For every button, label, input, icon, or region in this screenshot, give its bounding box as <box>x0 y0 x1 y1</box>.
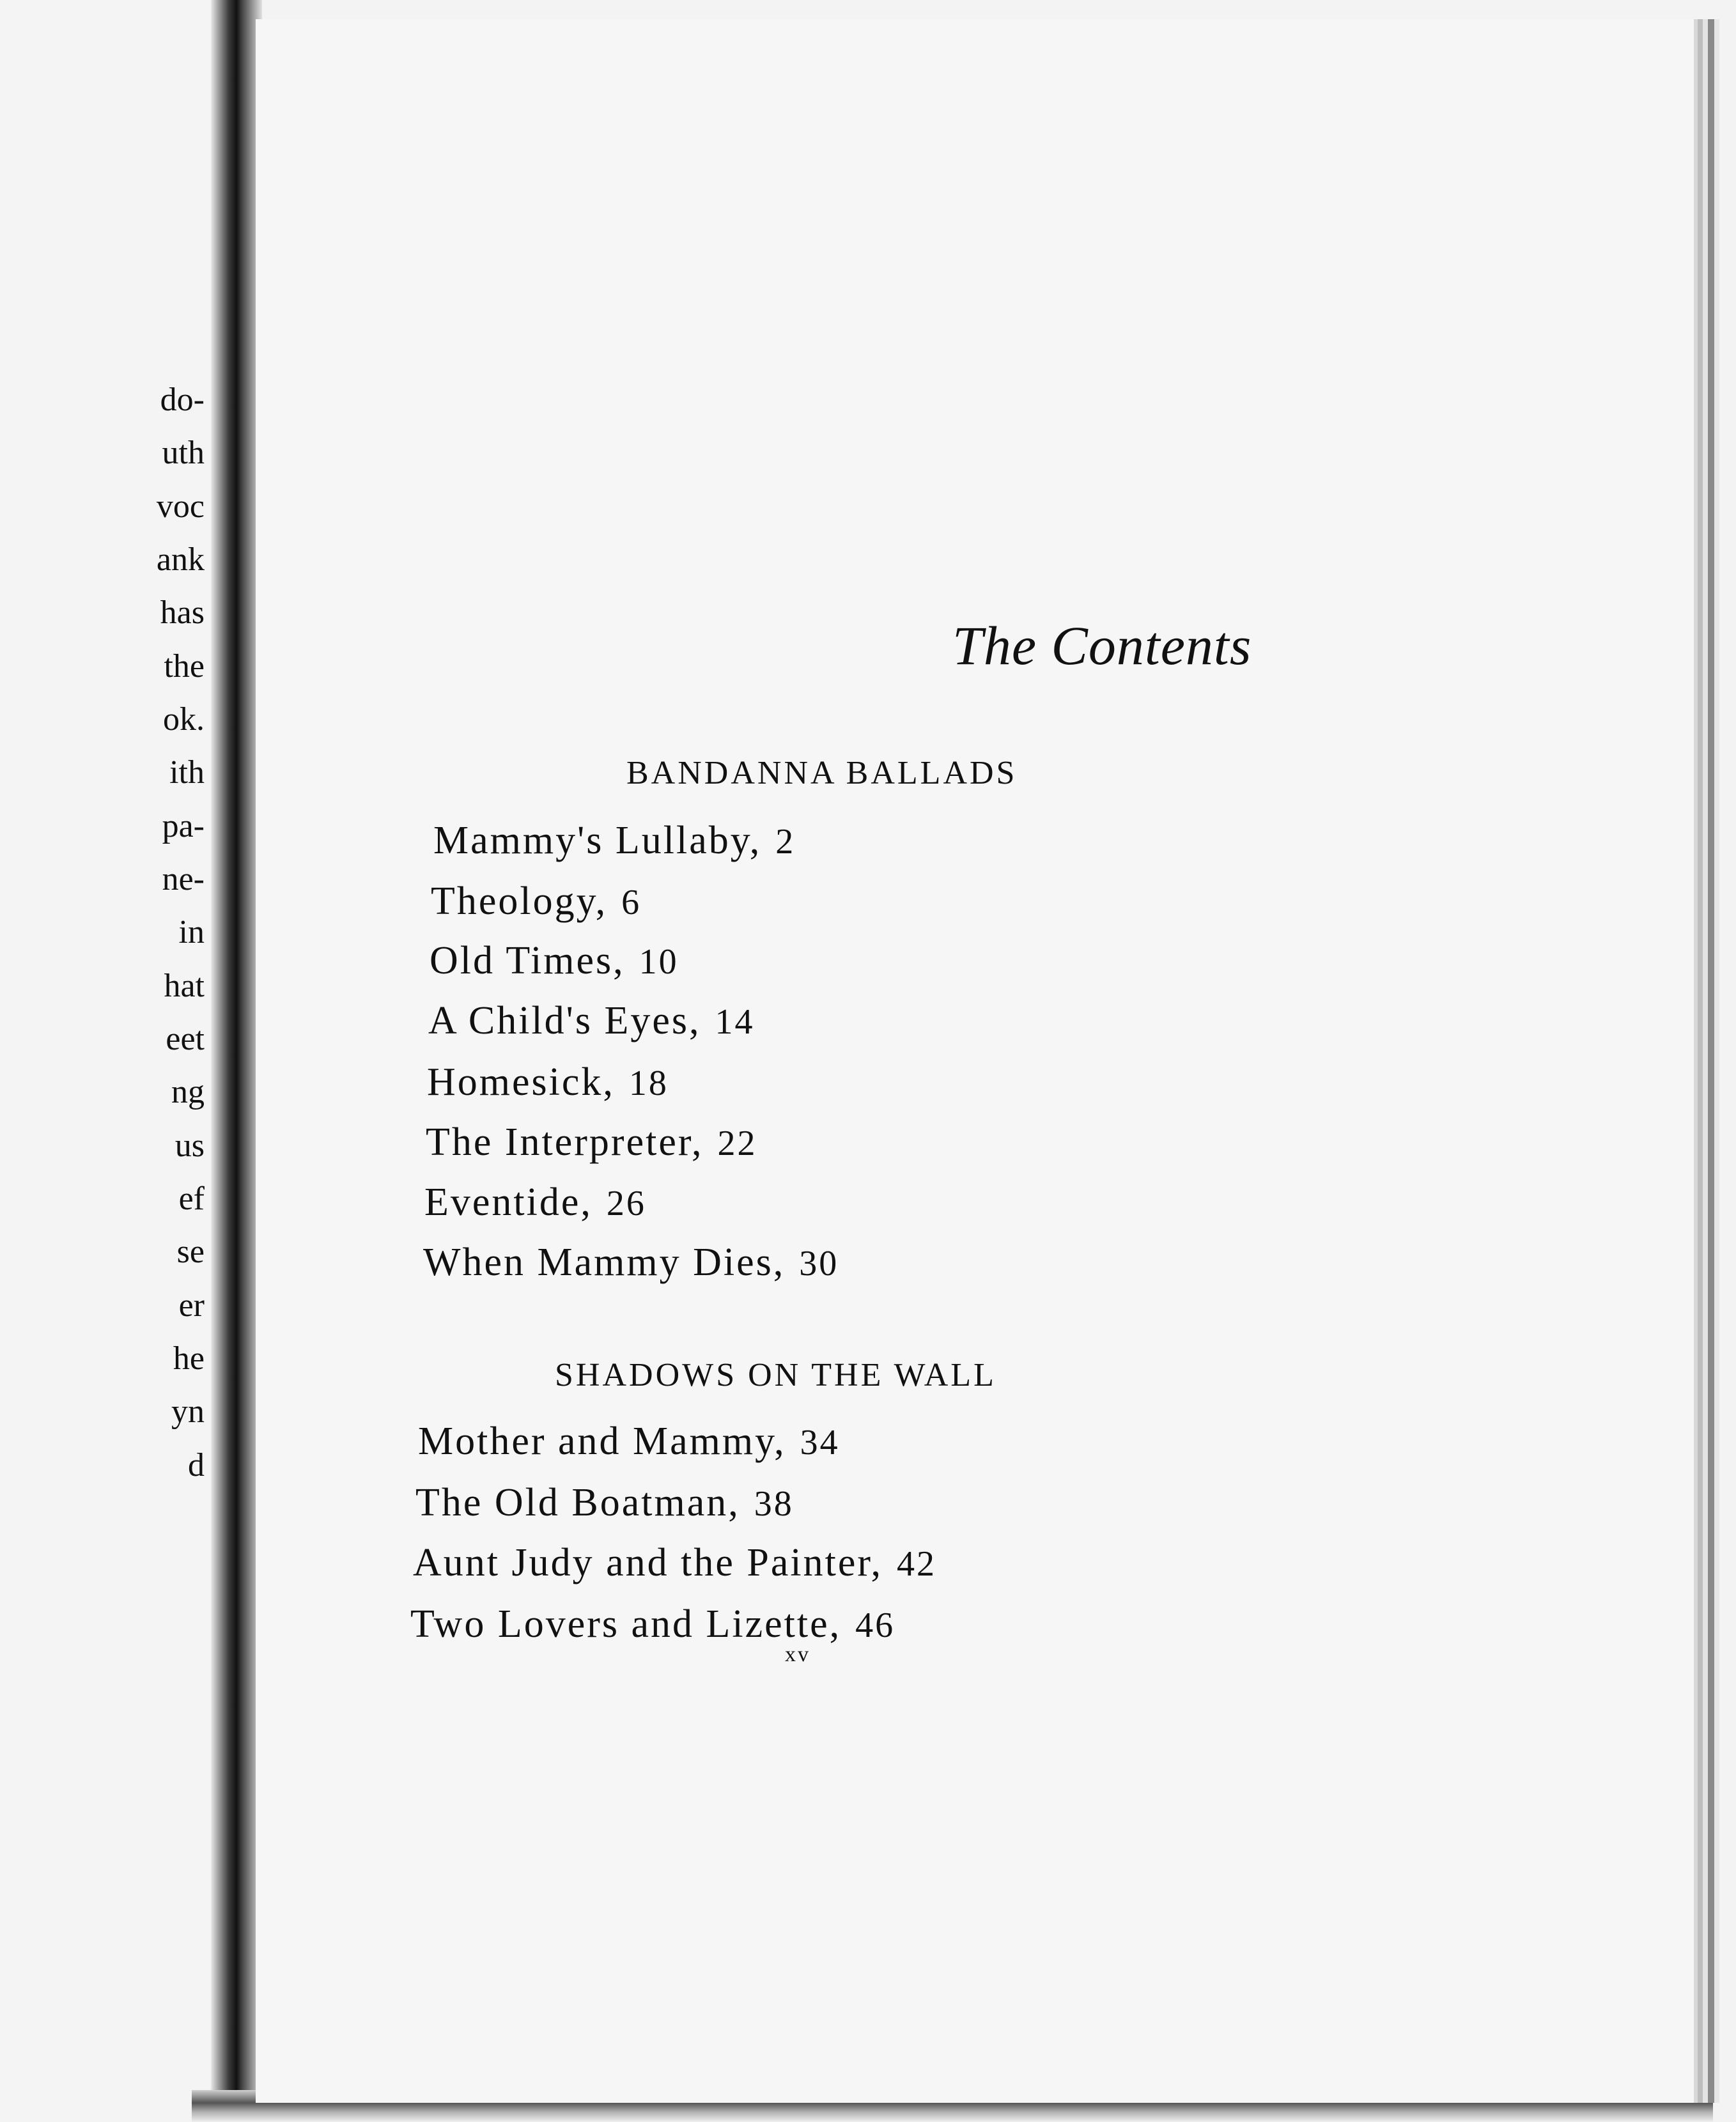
left-text-fragment: the <box>164 648 205 685</box>
toc-entry <box>427 1060 669 1105</box>
left-text-fragment: ng <box>171 1074 205 1110</box>
entry-page: 34 <box>800 1423 840 1462</box>
left-text-fragment: er <box>178 1287 205 1324</box>
toc-entry <box>433 818 795 864</box>
left-text-fragment: ank <box>156 541 205 578</box>
left-text-fragment: do- <box>160 382 205 418</box>
entry-page: 46 <box>855 1606 895 1645</box>
left-text-fragment: yn <box>171 1393 205 1430</box>
toc-entry <box>413 1540 936 1586</box>
left-text-fragment: d <box>188 1447 205 1483</box>
left-text-fragment: ok. <box>163 701 205 738</box>
left-text-fragment: pa- <box>162 808 205 844</box>
left-page <box>0 0 243 2122</box>
table-of-contents <box>256 19 1694 2103</box>
toc-entry <box>423 1240 839 1285</box>
toc-entry <box>415 1480 794 1526</box>
left-text-fragment: eet <box>166 1021 205 1057</box>
toc-entry <box>418 1419 840 1464</box>
left-text-fragment: ne- <box>162 861 205 897</box>
entry-title: A Child's Eyes, <box>428 999 701 1042</box>
entry-page: 14 <box>715 1002 755 1042</box>
entry-title: Two Lovers and Lizette, <box>410 1602 842 1646</box>
entry-title: Theology, <box>431 879 608 923</box>
toc-entry <box>424 1180 646 1225</box>
entry-title: Mammy's Lullaby, <box>433 819 762 862</box>
entry-page: 6 <box>621 883 642 922</box>
left-text-fragment: voc <box>156 488 205 525</box>
left-text-fragment: has <box>160 594 205 631</box>
toc-entry <box>428 998 754 1044</box>
entry-title: Eventide, <box>424 1181 593 1224</box>
entry-page: 2 <box>775 822 796 862</box>
entry-title: Aunt Judy and the Painter, <box>413 1541 883 1584</box>
entry-page: 38 <box>754 1484 794 1524</box>
left-text-fragment: in <box>178 914 205 950</box>
section-heading: BANDANNA BALLADS <box>626 755 1018 791</box>
book-gutter <box>211 0 262 2122</box>
entry-title: The Old Boatman, <box>415 1481 740 1524</box>
entry-page: 42 <box>897 1544 937 1584</box>
entry-title: Mother and Mammy, <box>418 1420 786 1463</box>
left-text-fragment: ef <box>178 1181 205 1217</box>
left-text-fragment: se <box>176 1234 205 1270</box>
left-text-fragment: he <box>173 1340 205 1377</box>
right-page <box>256 19 1694 2103</box>
entry-page: 10 <box>639 942 679 982</box>
left-text-fragment: ith <box>169 754 205 791</box>
toc-entry <box>410 1602 895 1647</box>
entry-page: 26 <box>606 1184 646 1223</box>
toc-entry <box>426 1120 757 1165</box>
entry-title: Homesick, <box>427 1060 615 1104</box>
left-text-fragment: uth <box>162 435 205 471</box>
entry-page: 18 <box>628 1064 669 1103</box>
entry-page: 30 <box>799 1244 839 1283</box>
toc-entry <box>431 879 641 924</box>
entry-page: 22 <box>717 1124 757 1163</box>
entry-title: The Interpreter, <box>426 1120 704 1164</box>
entry-title: When Mammy Dies, <box>423 1241 786 1284</box>
left-text-fragment: hat <box>164 968 205 1004</box>
section-heading: SHADOWS ON THE WALL <box>555 1357 996 1393</box>
entry-title: Old Times, <box>430 939 625 982</box>
toc-entry <box>430 938 679 984</box>
left-text-fragment: us <box>174 1127 205 1164</box>
page-folio: xv <box>785 1643 810 1666</box>
contents-title: The Contents <box>952 615 1252 676</box>
